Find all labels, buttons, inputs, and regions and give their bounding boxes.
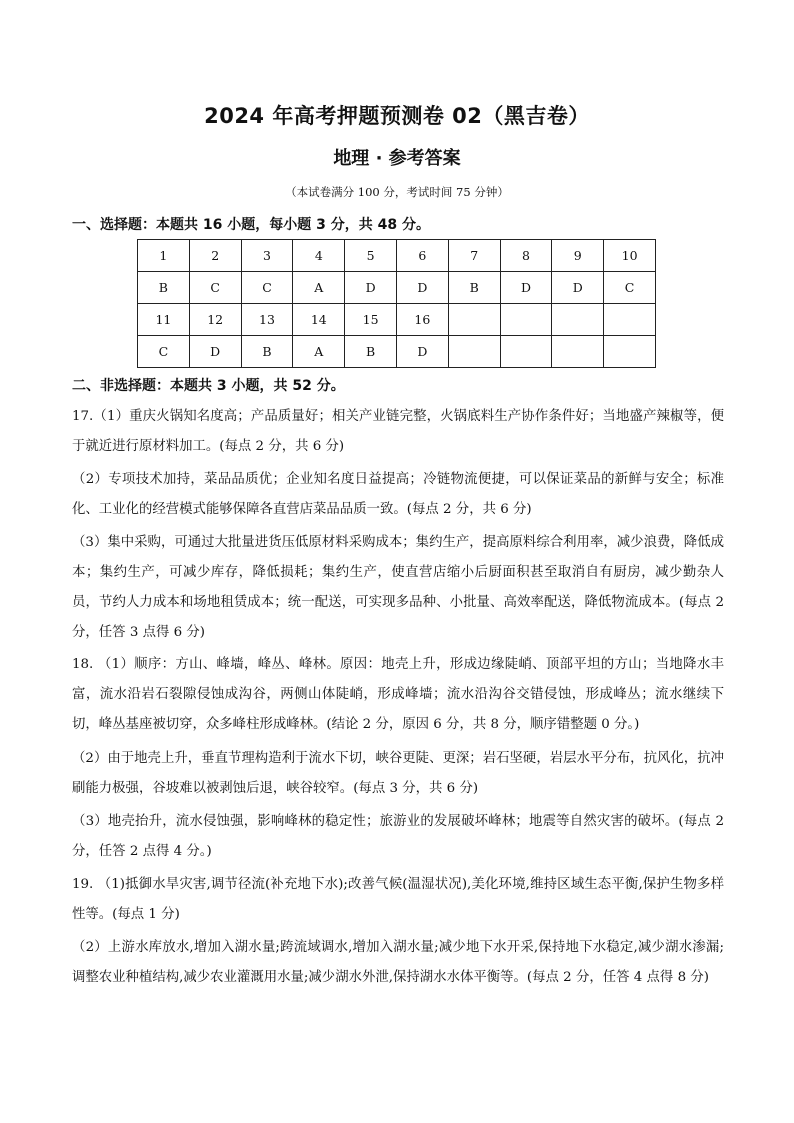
table-cell: 2 xyxy=(189,240,241,272)
exam-note: （本试卷满分 100 分，考试时间 75 分钟） xyxy=(285,185,509,199)
section-1-heading: 一、选择题：本题共 16 小题，每小题 3 分，共 48 分。 xyxy=(72,217,430,233)
table-cell: 5 xyxy=(345,240,397,272)
table-cell: 7 xyxy=(448,240,500,272)
table-cell: C xyxy=(604,272,656,304)
table-cell: 16 xyxy=(396,304,448,336)
table-cell: B xyxy=(448,272,500,304)
page-subtitle: 地理 · 参考答案 xyxy=(333,148,461,169)
answer-18-3: （3）地壳抬升，流水侵蚀强，影响峰林的稳定性；旅游业的发展破坏峰林；地震等自然灾害的破坏。(每点 2 分，任答 2 点得 4 分。) xyxy=(72,814,724,859)
table-cell: A xyxy=(293,272,345,304)
table-cell: 8 xyxy=(500,240,552,272)
answer-18-1: 18. （1）顺序：方山、峰墙，峰丛、峰林。原因：地壳上升，形成边缘陡峭、顶部平坦的方山；当地降水丰富，流水沿岩石裂隙侵蚀成沟谷，两侧山体陡峭，形成峰墙；流水沿沟谷交错侵蚀，形成峰丛；流水继续下切，峰丛基座被切穿，众多峰柱形成峰林。(结论 2 分，原因 6 分，共 8 分，顺序错整题 0 分。) xyxy=(72,657,724,732)
table-cell: 12 xyxy=(189,304,241,336)
table-cell: C xyxy=(189,272,241,304)
table-cell xyxy=(448,304,500,336)
page-title: 2024 年高考押题预测卷 02（黑吉卷） xyxy=(204,104,590,128)
answer-table xyxy=(137,239,656,368)
table-cell: 10 xyxy=(604,240,656,272)
answer-17-1: 17.（1）重庆火锅知名度高；产品质量好；相关产业链完整，火锅底料生产协作条件好；当地盛产辣椒等，便于就近进行原材料加工。(每点 2 分，共 6 分) xyxy=(72,409,724,454)
table-cell: B xyxy=(138,272,190,304)
table-cell: D xyxy=(345,272,397,304)
table-cell: D xyxy=(396,336,448,368)
answer-18-2: （2）由于地壳上升，垂直节理构造利于流水下切，峡谷更陡、更深；岩石坚硬，岩层水平分布，抗风化，抗冲刷能力极强，谷坡难以被剥蚀后退，峡谷较窄。(每点 3 分，共 6 分) xyxy=(72,751,724,796)
table-cell: B xyxy=(345,336,397,368)
table-cell: C xyxy=(138,336,190,368)
table-cell xyxy=(552,304,604,336)
section-2-heading: 二、非选择题：本题共 3 小题，共 52 分。 xyxy=(72,378,345,394)
table-cell: 3 xyxy=(241,240,293,272)
table-cell: A xyxy=(293,336,345,368)
table-cell: D xyxy=(396,272,448,304)
table-cell: 11 xyxy=(138,304,190,336)
table-row xyxy=(138,272,656,304)
answer-17-3: （3）集中采购，可通过大批量进货压低原材料采购成本；集约生产，提高原料综合利用率，减少浪费，降低成本；集约生产，可减少库存，降低损耗；集约生产，使直营店缩小后厨面积甚至取消自有厨房，减少勤杂人员，节约人力成本和场地租赁成本；统一配送，可实现多品种、小批量、高效率配送，降低物流成本。(每点 2 分，任答 3 点得 6 分) xyxy=(72,535,724,640)
table-cell xyxy=(448,336,500,368)
table-cell: 6 xyxy=(396,240,448,272)
table-cell xyxy=(604,336,656,368)
table-cell: 1 xyxy=(138,240,190,272)
answer-19-1: 19. （1)抵御水旱灾害,调节径流(补充地下水);改善气候(温湿状况),美化环境,维持区域生态平衡,保护生物多样性等。(每点 1 分) xyxy=(72,877,724,922)
table-cell xyxy=(604,304,656,336)
table-cell: 14 xyxy=(293,304,345,336)
table-cell: D xyxy=(552,272,604,304)
table-cell xyxy=(500,304,552,336)
table-cell xyxy=(552,336,604,368)
table-row xyxy=(138,336,656,368)
table-cell: 15 xyxy=(345,304,397,336)
table-cell: 9 xyxy=(552,240,604,272)
table-cell: D xyxy=(500,272,552,304)
table-cell xyxy=(500,336,552,368)
table-cell: D xyxy=(189,336,241,368)
answer-19-2: （2）上游水库放水,增加入湖水量;跨流域调水,增加入湖水量;减少地下水开采,保持地下水稳定,减少湖水渗漏;调整农业种植结构,减少农业灌溉用水量;减少湖水外泄,保持湖水水体平衡等。(每点 2 分，任答 4 点得 8 分) xyxy=(72,940,724,985)
table-cell: 13 xyxy=(241,304,293,336)
answer-17-2: （2）专项技术加持，菜品品质优；企业知名度日益提高；冷链物流便捷，可以保证菜品的新鲜与安全；标准化、工业化的经营模式能够保障各直营店菜品品质一致。(每点 2 分，共 6 分) xyxy=(72,472,724,517)
table-row xyxy=(138,304,656,336)
table-cell: 4 xyxy=(293,240,345,272)
table-row xyxy=(138,240,656,272)
table-cell: C xyxy=(241,272,293,304)
table-cell: B xyxy=(241,336,293,368)
